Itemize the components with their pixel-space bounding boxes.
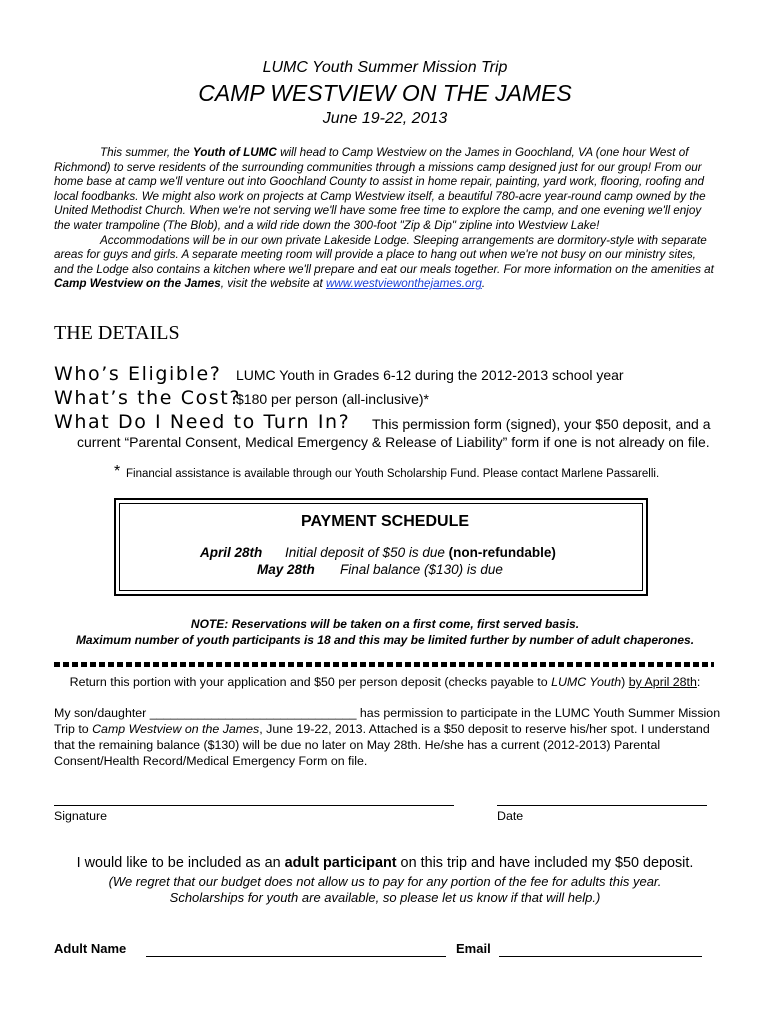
payment-row-2: Final balance ($130) is due bbox=[340, 562, 503, 577]
date-label: Date bbox=[497, 809, 524, 823]
note-line-1: NOTE: Reservations will be taken on a first come, first served basis. bbox=[190, 617, 580, 631]
intro-text bbox=[54, 146, 714, 292]
email-line[interactable] bbox=[499, 956, 702, 957]
eligible-value: LUMC Youth in Grades 6-12 during the 2012-2013 school year bbox=[236, 367, 624, 383]
adult-name-line[interactable] bbox=[146, 956, 446, 957]
website-link[interactable]: www.westviewonthejames.org bbox=[325, 277, 482, 291]
cost-label: What’s the Cost? bbox=[54, 387, 242, 409]
signature-label: Signature bbox=[54, 809, 108, 823]
adult-participant-line: I would like to be included as an adult participant on this trip and have included my $50 deposit. bbox=[76, 855, 694, 871]
intro-paragraph-2: Accommodations will be in our own private Lakeside Lodge. Sleeping arrangements are dormitory-style with separate areas for guys and girls. A separate meeting room will provide a place to hang out when we're not busy on our ministry sites, and the Lodge also contains a kitchen where we'll prepare and eat our meals together. For more information on the amenities at Camp Westview on the James, visit the website at www.westviewonthejames.org. bbox=[54, 233, 714, 291]
turnin-value-continued: current “Parental Consent, Medical Emergency & Release of Liability” form if one is not already on file. bbox=[77, 434, 710, 450]
return-instructions: Return this portion with your application and $50 per person deposit (checks payable to LUMC Youth) by April 28th: bbox=[69, 675, 701, 689]
signature-line[interactable] bbox=[54, 805, 454, 806]
adult-regret-line-1: (We regret that our budget does not allow us to pay for any portion of the fee for adults this year. bbox=[108, 874, 662, 889]
turnin-label: What Do I Need to Turn In? bbox=[54, 411, 351, 433]
footnote-mark: * bbox=[114, 463, 121, 480]
payment-date-2: May 28th bbox=[257, 562, 315, 577]
note-label: NOTE bbox=[190, 617, 225, 631]
intro-paragraph-1: This summer, the Youth of LUMC will head to Camp Westview on the James in Goochland, VA (one hour West of Richmond) to serve residents of the surrounding communities through a missions camp designed just for our group! From our home base at camp we'll venture out into Goochland County to assist in home repair, painting, yard work, flooring, roofing and local foodbanks. We might also work on projects at Camp Westview itself, a beautiful 780-acre year-round camp owned by the United Methodist Church. When we're not serving we'll have some free time to explore the camp, and one evening we'll enjoy the water trampoline (The Blob), and a wild ride down the 300-foot "Zip & Dip" zipline into Westview Lake! bbox=[54, 146, 706, 232]
turnin-value: This permission form (signed), your $50 deposit, and a bbox=[372, 416, 711, 432]
permission-statement: My son/daughter ______________________________ has permission to participate in the LUMC Youth Summer Mission Trip to Camp Westview on the James, June 19-22, 2013. Attached is a $50 deposit to reserve his/her spot. I understand that the remaining balance ($130) will be due no later on May 28th. He/she has a current (2012-2013) Parental Consent/Health Record/Medical Emergency Form on file. bbox=[54, 706, 721, 768]
adult-regret-line-2: Scholarships for youth are available, so please let us know if that will help.) bbox=[169, 890, 601, 905]
cut-line bbox=[54, 662, 714, 667]
eligible-label: Who’s Eligible? bbox=[54, 363, 222, 385]
trip-subtitle: LUMC Youth Summer Mission Trip bbox=[262, 59, 508, 76]
date-line[interactable] bbox=[497, 805, 707, 806]
footnote-text: Financial assistance is available through our Youth Scholarship Fund. Please contact Marlene Passarelli. bbox=[126, 468, 660, 480]
note-line-2: Maximum number of youth participants is 18 and this may be limited further by number of adult chaperones. bbox=[75, 633, 695, 647]
cost-value: $180 per person (all-inclusive)* bbox=[236, 391, 429, 407]
payment-row-1: Initial deposit of $50 is due (non-refundable) bbox=[285, 545, 556, 560]
email-label: Email bbox=[456, 941, 491, 956]
page-title: CAMP WESTVIEW ON THE JAMES bbox=[198, 80, 572, 106]
adult-name-label: Adult Name bbox=[54, 941, 127, 956]
trip-dates: June 19-22, 2013 bbox=[322, 110, 448, 127]
payment-title: PAYMENT SCHEDULE bbox=[300, 513, 470, 530]
details-heading: THE DETAILS bbox=[54, 322, 180, 344]
payment-date-1: April 28th bbox=[200, 545, 263, 560]
